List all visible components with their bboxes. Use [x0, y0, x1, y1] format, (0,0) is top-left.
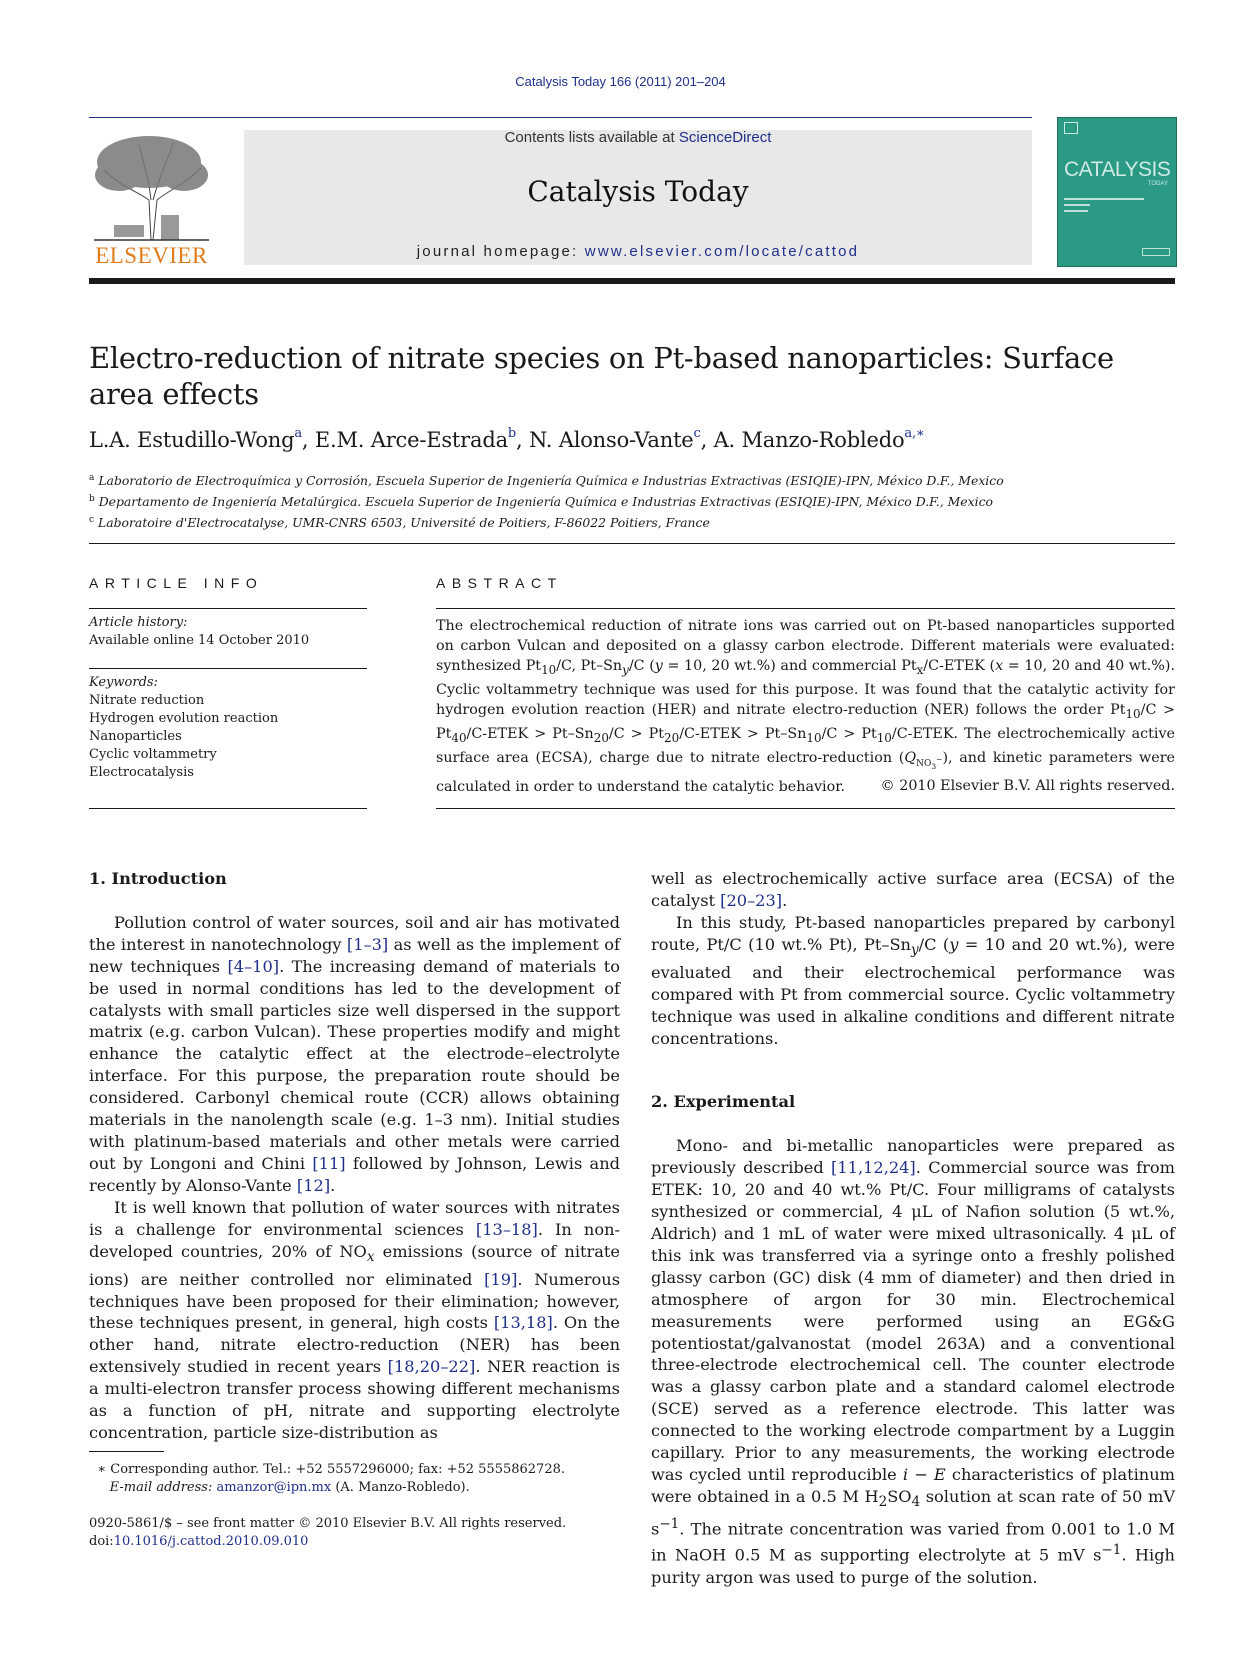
journal-banner — [244, 130, 1032, 265]
homepage-prefix: journal homepage: — [416, 243, 585, 260]
citation-link[interactable]: [11] — [312, 1153, 346, 1173]
info-rule — [89, 608, 367, 609]
section-heading-experimental: 2. Experimental — [651, 1092, 796, 1112]
citation-link[interactable]: [13–18] — [475, 1219, 538, 1239]
affiliations — [89, 469, 1175, 532]
contents-prefix: Contents lists available at — [504, 129, 679, 146]
issn-line: 0920-5861/$ – see front matter © 2010 Elsevier B.V. All rights reserved. — [89, 1516, 567, 1531]
header-thick-rule — [89, 278, 1175, 284]
cover-subtitle: TODAY — [1147, 181, 1168, 187]
publisher-wordmark: ELSEVIER — [95, 243, 208, 268]
abstract-text: The electrochemical reduction of nitrate ions was carried out on Pt-based nanoparticles supported on carbon Vulcan and deposited on a glassy carbon electrode. Different materials were evaluated: synthesized $Pt_{10}/C$, $Pt-Sn_y/C$ (y = 10, 20 wt.%) and commercial $Pt_x/C$-ETEK (x = 10, 20 and 40 wt.%). Cyclic voltammetry technique was used for this purpose. It was found that the catalytic activity for hydrogen evolution reaction (HER) and nitrate electro-reduction (NER) follows the order $Pt_{10}/C$ > $Pt_{40}/C$-ETEK > $Pt-Sn_{20}/C$ > $Pt_{20}/C$-ETEK > $Pt-Sn_{10}/C$ > $Pt_{10}/C$-ETEK. The electrochemically active surface area (ECSA), charge due to nitrate electro-reduction $(Q_{NO_3^-})$, and kinetic parameters were calculated in order to understand the catalytic behavior. — [436, 618, 1175, 795]
article-title: Electro-reduction of nitrate species on Pt-based nanoparticles: Surface area effects — [89, 341, 1114, 411]
journal-homepage — [244, 243, 1032, 260]
article-history — [89, 614, 367, 650]
body-left-column — [89, 868, 620, 1444]
keyword: Hydrogen evolution reaction — [89, 711, 279, 726]
article-info-heading: ARTICLE INFO — [89, 575, 264, 591]
cover-line — [1064, 210, 1088, 212]
keyword: Electrocatalysis — [89, 765, 194, 780]
journal-cover-thumbnail — [1057, 117, 1177, 267]
abstract-rule — [436, 608, 1175, 609]
homepage-link[interactable]: www.elsevier.com/locate/cattod — [584, 243, 860, 260]
journal-reference[interactable]: Catalysis Today 166 (2011) 201–204 — [515, 74, 726, 89]
citation-link[interactable]: [19] — [484, 1269, 518, 1289]
keyword: Nitrate reduction — [89, 693, 205, 708]
history-value: Available online 14 October 2010 — [89, 633, 310, 648]
author-name: N. Alonso-Vante — [528, 428, 694, 452]
abstract-heading: ABSTRACT — [436, 575, 563, 591]
footnote-line: ∗ Corresponding author. Tel.: +52 5557296000; fax: +52 5555862728. — [97, 1462, 565, 1477]
doi-line: doi:10.1016/j.cattod.2010.09.010 — [89, 1534, 309, 1549]
citation-link[interactable]: [1–3] — [346, 934, 389, 954]
intro-paragraph: In this study, Pt-based nanoparticles prepared by carbonyl route, Pt/C (10 wt.% Pt), $Pt-Sn_y/C$ (y = 10 and 20 wt.%), were evaluated and their electrochemical performance was compared with Pt from commercial source. Cyclic voltammetry technique was used in alkaline conditions and different nitrate concentrations. — [651, 912, 1175, 1048]
doi-link[interactable]: 10.1016/j.cattod.2010.09.010 — [113, 1534, 309, 1549]
sciencedirect-link[interactable]: ScienceDirect — [678, 129, 772, 146]
affiliation: $^b$ Departamento de Ingeniería Metalúrgica. Escuela Superior de Ingeniería Química e Industrias Extractivas (ESIQIE)-IPN, México D.F., Mexico — [89, 494, 993, 510]
intro-paragraph-continued: well as electrochemically active surface area (ECSA) of the catalyst [20–23]. — [651, 869, 1175, 910]
journal-title: Catalysis Today — [527, 175, 749, 208]
section-heading-introduction: 1. Introduction — [89, 869, 227, 888]
abstract-rule — [436, 808, 1175, 809]
author-affil-marker[interactable]: a — [294, 426, 302, 441]
header-rule — [89, 117, 1032, 118]
experimental-paragraph: Mono- and bi-metallic nanoparticles were prepared as previously described [11,12,24]. Commercial source was from ETEK: 10, 20 and 40 wt.% Pt/C. Four milligrams of catalysts synthesized or commercial, 4 μL of Nafion solution (5 wt.%, Aldrich) and 1 mL of water were mixed ultrasonically. 4 μL of this ink was transferred via a syringe onto a freshly polished glassy carbon (GC) disk (4 mm of diameter) and then dried in atmosphere of argon for 30 min. Electrochemical measurements were performed using an EG&G potentiostat/galvanostat (model 263A) and a conventional three-electrode electrochemical cell. The counter electrode was a glassy carbon plate and a standard calomel electrode (SCE) served as a reference electrode. This latter was connected to the working electrode compartment by a Luggin capillary. Prior to any measurements, the working electrode was cycled until reproducible i − E characteristics of platinum were obtained in a 0.5 M $H_2SO_4$ solution at scan rate of 50 mV $s^{-1}$. The nitrate concentration was varied from 0.001 to 1.0 M in NaOH 0.5 M as supporting electrolyte at 5 mV $s^{-1}$. High purity argon was used to purge of the solution. — [651, 1136, 1176, 1587]
info-rule — [89, 668, 367, 669]
intro-paragraph: Pollution control of water sources, soil and air has motivated the interest in nanotechnology [1–3] as well as the implement of new techniques [4–10]. The increasing demand of materials to be used in normal conditions has led to the development of catalysts with small particles size well dispersed in the support matrix (e.g. carbon Vulcan). These properties modify and might enhance the catalytic effect at the electrode–electrolyte interface. For this purpose, the preparation route should be considered. Carbonyl chemical route (CCR) allows obtaining materials in the nanolength scale (e.g. 1–3 nm). Initial studies with platinum-based materials and other metals were carried out by Longoni and Chini [11] followed by Johnson, Lewis and recently by Alonso-Vante [12]. — [89, 912, 621, 1195]
cover-line — [1064, 204, 1090, 206]
affiliation: $^a$ Laboratorio de Electroquímica y Corrosión, Escuela Superior de Ingeniería Química e Industrias Extractivas (ESIQIE)-IPN, México D.F., Mexico — [89, 473, 1004, 489]
abstract-copyright: © 2010 Elsevier B.V. All rights reserved. — [880, 778, 1175, 794]
contents-line — [244, 129, 1032, 146]
cover-line — [1064, 198, 1144, 200]
cover-badge — [1064, 122, 1078, 134]
citation-link[interactable]: [4–10] — [227, 956, 280, 976]
keyword: Nanoparticles — [89, 729, 182, 744]
author-affil-marker[interactable]: c — [693, 426, 701, 441]
section-divider — [89, 543, 1175, 544]
author-name: A. Manzo-Robledo — [713, 428, 905, 452]
info-rule — [89, 808, 367, 809]
keywords-label: Keywords: — [89, 675, 158, 690]
citation-link[interactable]: [13,18] — [493, 1313, 553, 1333]
author-name: E.M. Arce-Estrada — [314, 428, 508, 452]
author-list: L.A. Estudillo-Wong$^a$, E.M. Arce-Estrada$^b$, N. Alonso-Vante$^c$, A. Manzo-Robledo$^{a,∗}$ — [89, 426, 925, 452]
article-identifiers — [89, 1515, 620, 1551]
cover-title: CATALYSIS — [1064, 158, 1171, 181]
author-affil-marker[interactable]: a,∗ — [904, 426, 925, 441]
footnote-email: E-mail address: amanzor@ipn.mx (A. Manzo-Robledo). — [109, 1480, 470, 1495]
keyword: Cyclic voltammetry — [89, 747, 217, 762]
citation-link[interactable]: [18,20–22] — [387, 1357, 476, 1377]
author-affil-marker[interactable]: b — [507, 426, 517, 441]
body-right-column — [651, 868, 1175, 1589]
email-link[interactable]: amanzor@ipn.mx — [216, 1480, 332, 1495]
footnote-rule — [89, 1451, 164, 1452]
cover-publisher-mark — [1142, 248, 1170, 256]
citation-link[interactable]: [20–23] — [720, 890, 783, 910]
author-name: L.A. Estudillo-Wong — [89, 428, 295, 452]
citation-link[interactable]: [11,12,24] — [831, 1158, 916, 1178]
affiliation: $^c$ Laboratoire d'Electrocatalyse, UMR-CNRS 6503, Université de Poitiers, F-86022 Poitiers, France — [89, 515, 710, 531]
history-label: Article history: — [89, 615, 188, 630]
corresponding-author-footnote — [89, 1461, 620, 1497]
intro-paragraph: It is well known that pollution of water sources with nitrates is a challenge for environmental sciences [13–18]. In non-developed countries, 20% of $NO_x$ emissions (source of nitrate ions) are neither controlled nor eliminated [19]. Numerous techniques have been proposed for their elimination; however, these techniques present, in general, high costs [13,18]. On the other hand, nitrate electro-reduction (NER) has been extensively studied in recent years [18,20–22]. NER reaction is a multi-electron transfer process showing different mechanisms as a function of pH, nitrate and supporting electrolyte concentration, particle size-distribution as — [89, 1197, 620, 1442]
keywords-block — [89, 674, 367, 782]
citation-link[interactable]: [12] — [296, 1175, 331, 1195]
